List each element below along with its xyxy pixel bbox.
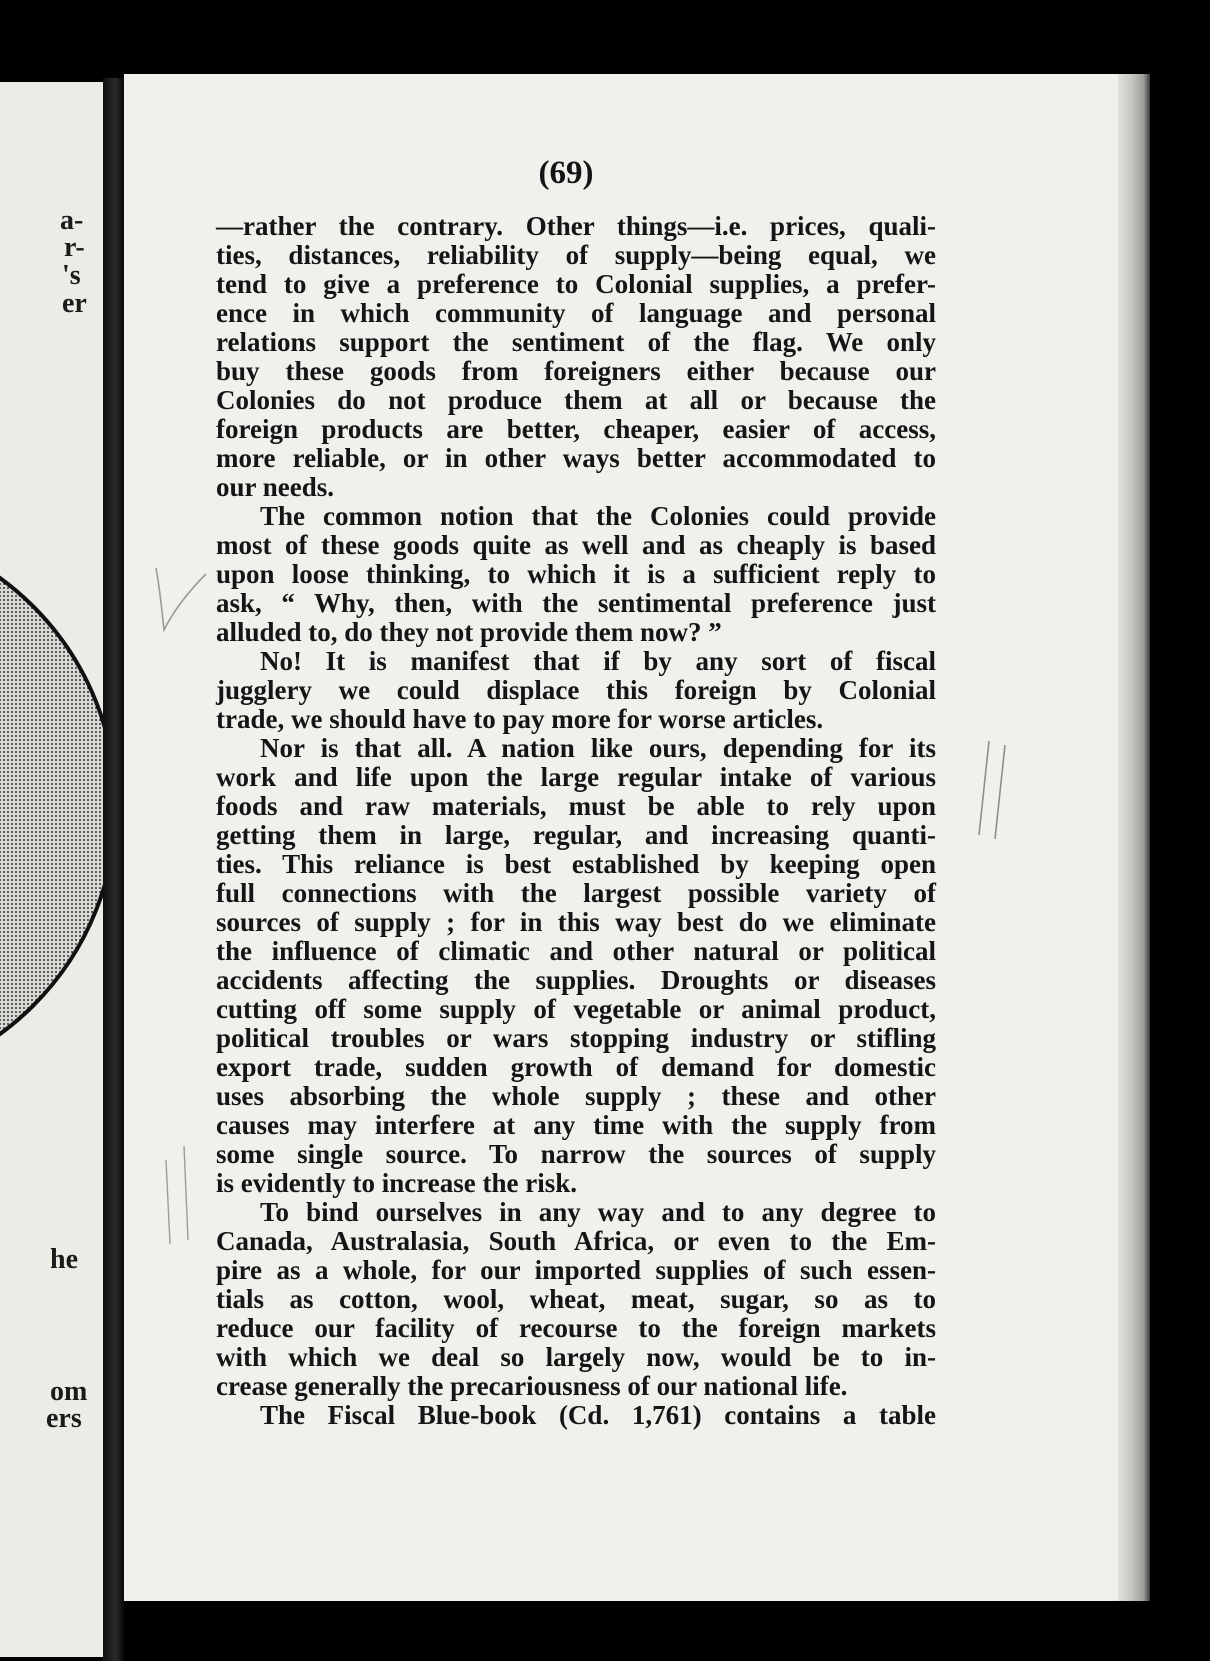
text-line: Colonies do not produce them at all or because the [216,385,936,415]
text-line: The Fiscal Blue-book (Cd. 1,761) contains a table [260,1400,936,1430]
page-edge-shadow [1118,74,1150,1601]
paragraph [216,647,936,734]
text-line: accidents affecting the supplies. Droughts or diseases [216,965,936,995]
text-line: trade, we should have to pay more for worse articles. [216,704,824,734]
halftone-circle-illustration [0,522,103,1090]
text-line: causes may interfere at any time with the supply from [216,1110,936,1140]
body-text [216,212,936,1430]
left-page-text-fragment: er [62,288,87,319]
left-page-text-fragment: he [50,1244,78,1275]
text-line: jugglery we could displace this foreign by Colonial [216,675,936,705]
text-line: ask, “ Why, then, with the sentimental preference just [216,588,936,618]
text-line: ties. This reliance is best established by keeping open [216,849,936,879]
paragraph [216,1401,936,1430]
text-line: political troubles or wars stopping industry or stifling [216,1023,936,1053]
text-line: export trade, sudden growth of demand for domestic [216,1052,936,1082]
text-line: ties, distances, reliability of supply—being equal, we [216,240,936,270]
text-line: work and life upon the large regular intake of various [216,762,936,792]
text-line: sources of supply ; for in this way best do we eliminate [216,907,936,937]
text-line: upon loose thinking, to which it is a sufficient reply to [216,559,936,589]
paragraph [216,212,936,502]
text-line: most of these goods quite as well and as cheaply is based [216,530,936,560]
text-line: more reliable, or in other ways better accommodated to [216,443,936,473]
left-page-text-fragment: ers [46,1403,82,1434]
text-line: ence in which community of language and personal [216,298,936,328]
text-line: buy these goods from foreigners either because our [216,356,936,386]
text-line: alluded to, do they not provide them now? ” [216,617,722,647]
text-line: Nor is that all. A nation like ours, depending for its [260,733,936,763]
text-line: foods and raw materials, must be able to rely upon [216,791,936,821]
paragraph [216,734,936,1198]
left-page-text-fragment: 's [62,260,81,291]
text-line: is evidently to increase the risk. [216,1168,577,1198]
text-line: foreign products are better, cheaper, easier of access, [216,414,936,444]
text-line: pire as a whole, for our imported supplies of such essen- [216,1255,936,1285]
text-line: cutting off some supply of vegetable or animal product, [216,994,936,1024]
text-line: The common notion that the Colonies could provide [260,501,936,531]
text-line: full connections with the largest possible variety of [216,878,936,908]
left-page-text-fragment: om [50,1376,88,1407]
text-line: getting them in large, regular, and increasing quanti- [216,820,936,850]
text-line: crease generally the precariousness of our national life. [216,1371,848,1401]
left-page-text-fragment: a- [60,205,84,236]
book-gutter [103,78,124,1661]
paragraph [216,502,936,647]
left-page-fragment [0,82,103,1657]
text-line: reduce our facility of recourse to the foreign markets [216,1313,936,1343]
text-line: some single source. To narrow the sources of supply [216,1139,936,1169]
text-line: the influence of climatic and other natural or political [216,936,936,966]
text-line: relations support the sentiment of the flag. We only [216,327,936,357]
text-line: To bind ourselves in any way and to any degree to [260,1197,936,1227]
paragraph [216,1198,936,1401]
text-line: Canada, Australasia, South Africa, or even to the Em- [216,1226,936,1256]
page-number: (69) [538,155,594,191]
text-line: tials as cotton, wool, wheat, meat, sugar, so as to [216,1284,936,1314]
text-line: our needs. [216,472,335,502]
left-page-text-fragment: r- [64,232,85,263]
text-line: tend to give a preference to Colonial supplies, a prefer- [216,269,936,299]
text-line: No! It is manifest that if by any sort of fiscal [260,646,936,676]
text-line: —rather the contrary. Other things—i.e. prices, quali- [216,211,936,241]
text-line: with which we deal so largely now, would be to in- [216,1342,936,1372]
text-line: uses absorbing the whole supply ; these and other [216,1081,936,1111]
